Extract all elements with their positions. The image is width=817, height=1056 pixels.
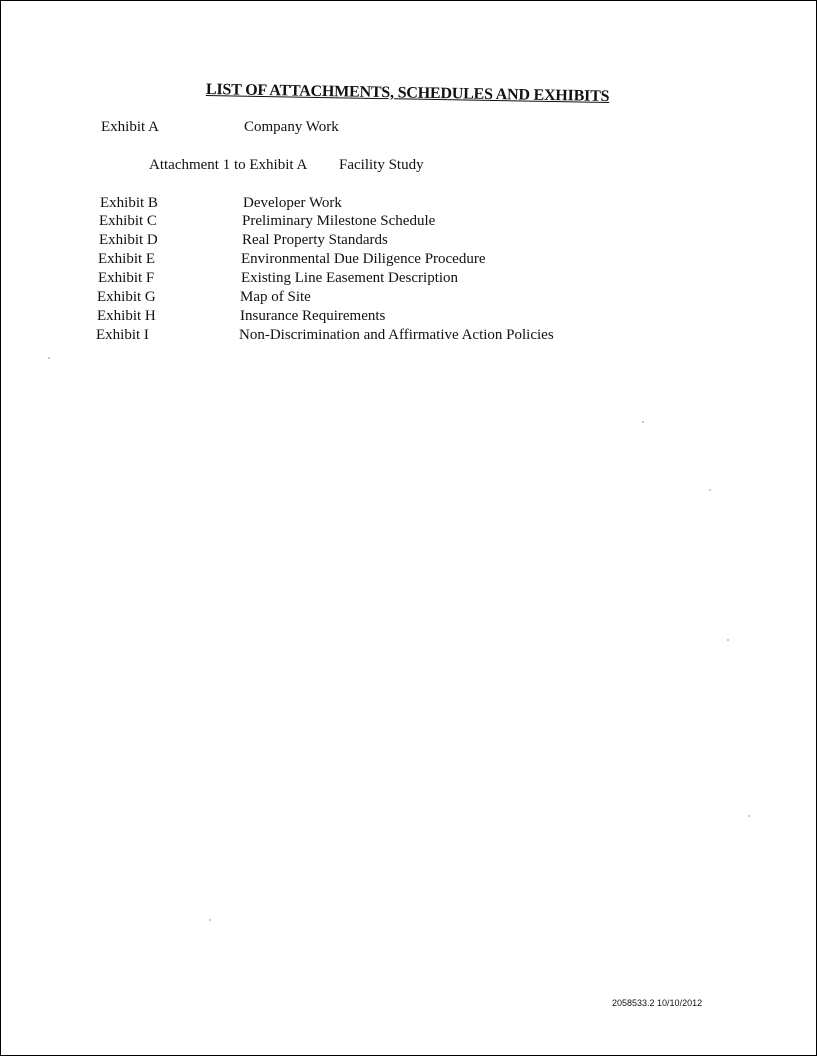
document-id-footer: 2058533.2 10/10/2012 bbox=[612, 998, 703, 1008]
exhibit-label: Exhibit H bbox=[97, 308, 156, 324]
attachment-description: Facility Study bbox=[339, 157, 424, 173]
scan-speck bbox=[748, 815, 750, 817]
exhibit-description: Company Work bbox=[244, 119, 339, 135]
exhibit-label: Exhibit A bbox=[101, 119, 159, 135]
exhibit-description: Existing Line Easement Description bbox=[241, 270, 459, 286]
exhibit-label: Exhibit F bbox=[98, 270, 155, 286]
scan-speck bbox=[727, 639, 729, 641]
exhibit-description: Preliminary Milestone Schedule bbox=[242, 213, 436, 229]
page-title: LIST OF ATTACHMENTS, SCHEDULES AND EXHIBITS bbox=[205, 81, 610, 106]
scan-speck bbox=[48, 357, 50, 359]
scan-speck bbox=[709, 489, 711, 491]
attachment-label: Attachment 1 to Exhibit A bbox=[149, 157, 308, 173]
scan-speck bbox=[209, 919, 211, 921]
exhibit-description: Insurance Requirements bbox=[240, 308, 386, 324]
exhibit-description: Real Property Standards bbox=[242, 232, 388, 248]
exhibit-description: Environmental Due Diligence Procedure bbox=[241, 251, 486, 267]
exhibit-label: Exhibit C bbox=[99, 213, 157, 229]
exhibit-label: Exhibit D bbox=[99, 232, 158, 248]
exhibit-label: Exhibit I bbox=[96, 327, 149, 343]
exhibit-description: Map of Site bbox=[240, 289, 311, 305]
exhibit-description: Developer Work bbox=[243, 195, 342, 211]
exhibit-label: Exhibit G bbox=[97, 289, 156, 305]
scan-speck bbox=[642, 421, 644, 423]
exhibit-label: Exhibit B bbox=[100, 195, 158, 211]
exhibit-description: Non-Discrimination and Affirmative Action Policies bbox=[239, 327, 554, 343]
exhibit-label: Exhibit E bbox=[98, 251, 156, 267]
